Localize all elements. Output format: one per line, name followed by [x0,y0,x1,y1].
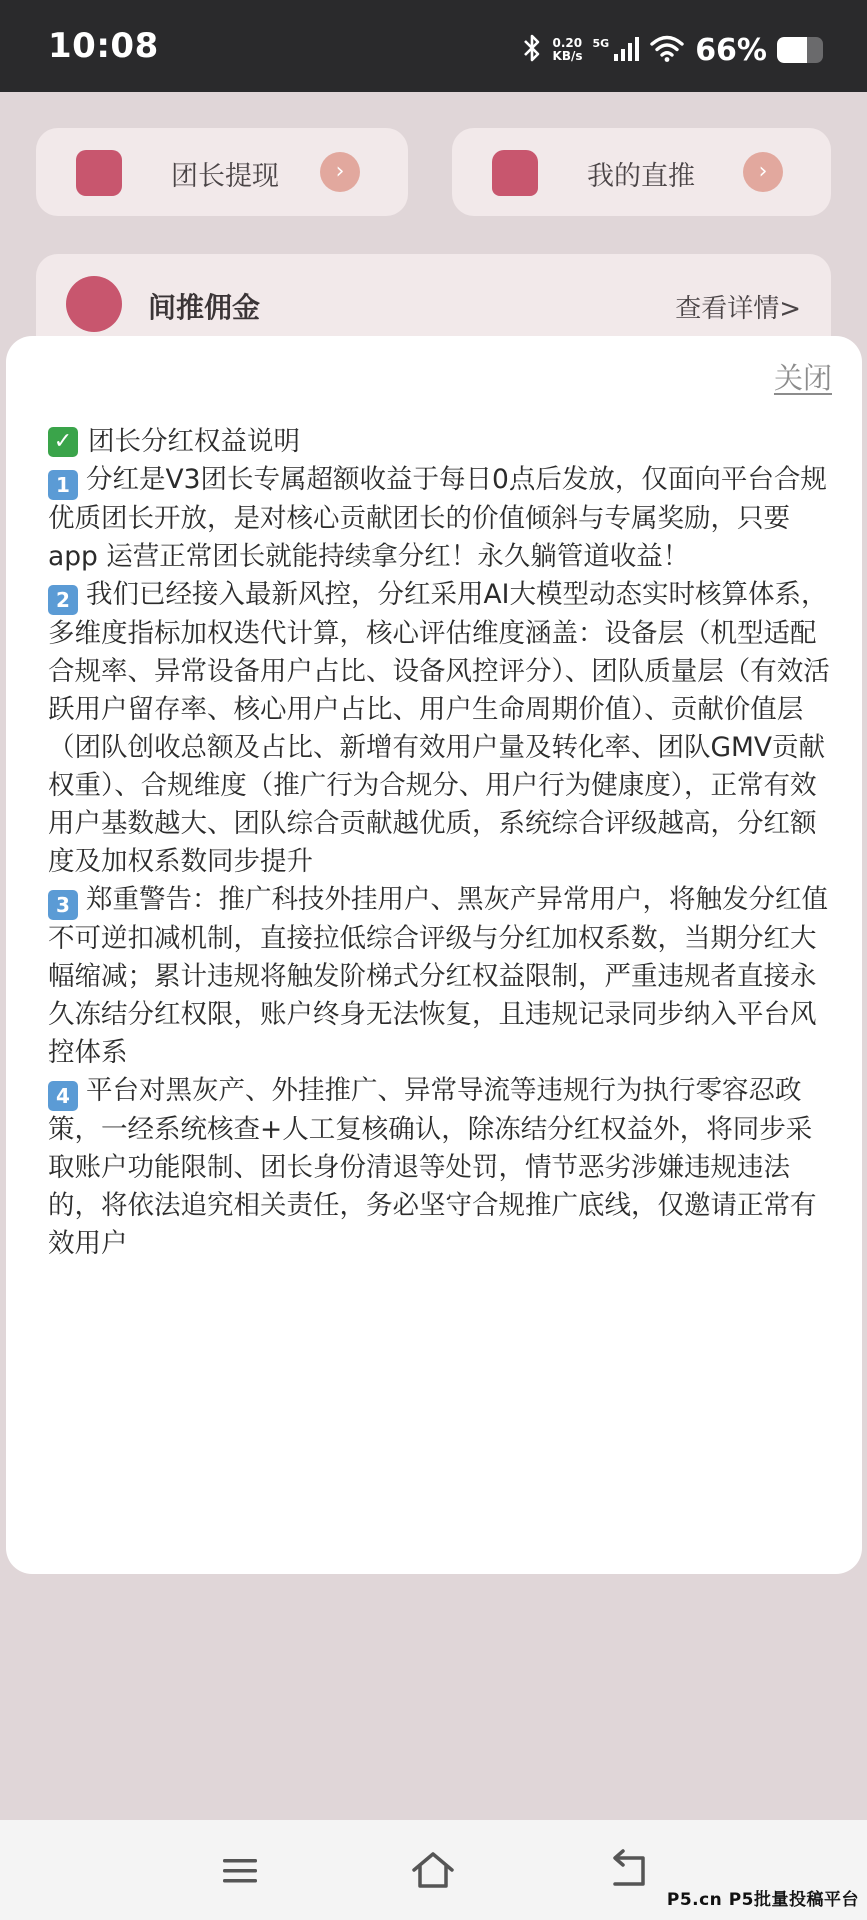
battery-icon [777,37,823,63]
rule-item-1-text: 分红是V3团长专属超额收益于每日0点后发放，仅面向平台合规优质团长开放，是对核心贡献团长的价值倾斜与专属奖励，只要 app 运营正常团长就能持续拿分红！永久躺管道收益！ [48,464,827,572]
chevron-right-icon: › [743,152,783,192]
modal-title-text: 团长分红权益说明 [88,426,300,457]
network-type: 5G [592,36,610,50]
number-2-icon: 2 [48,585,78,615]
speed-unit: KB/s [552,49,583,63]
watermark: P5.cn P5批量投稿平台 [666,1890,859,1910]
team-withdraw-card[interactable] [36,128,408,216]
rule-item-4 [48,1072,838,1263]
rule-item-2 [48,576,838,881]
number-3-icon: 3 [48,890,78,920]
back-icon[interactable] [603,1846,653,1896]
rule-item-3 [48,881,838,1072]
wallet-icon [76,150,122,196]
number-1-icon: 1 [48,470,78,500]
modal-body [48,423,838,1263]
chevron-right-icon: › [320,152,360,192]
indirect-commission-label: 间推佣金 [148,291,261,324]
battery-fill [777,37,807,63]
gift-box-icon [492,150,538,196]
rule-item-4-text: 平台对黑灰产、外挂推广、异常导流等违规行为执行零容忍政策，一经系统核查+人工复核确认，除冻结分红权益外，将同步采取账户功能限制、团长身份清退等处罚，情节恶劣涉嫌违规违法的，将依法追究相关责任，务必坚守合规推广底线，仅邀请正常有效用户 [48,1075,817,1259]
speed-value: 0.20 [552,36,583,50]
close-button[interactable]: 关闭 [773,361,832,395]
check-mark-icon: ✓ [48,427,78,457]
status-bar [0,0,867,92]
money-bag-icon [66,276,122,332]
status-icons [521,30,823,70]
rule-item-1 [48,461,838,576]
team-withdraw-label: 团长提现 [171,161,279,192]
battery-percent: 66% [695,32,767,68]
status-time: 10:08 [48,26,159,66]
home-icon[interactable] [408,1846,458,1896]
modal-title [48,423,838,461]
view-details-link[interactable]: 查看详情> [675,294,801,324]
my-direct-card[interactable] [452,128,831,216]
signal-icon [613,34,639,66]
number-4-icon: 4 [48,1081,78,1111]
network-speed [553,37,583,63]
bluetooth-icon [521,32,543,68]
dividend-rules-modal [6,336,862,1574]
wifi-icon [649,34,685,66]
navigation-bar [0,1820,867,1920]
menu-icon[interactable] [215,1846,265,1896]
rule-item-3-text: 郑重警告：推广科技外挂用户、黑灰产异常用户，将触发分红值不可逆扣减机制，直接拉低综合评级与分红加权系数，当期分红大幅缩减；累计违规将触发阶梯式分红权益限制，严重违规者直接永久冻结分红权限，账户终身无法恢复，且违规记录同步纳入平台风控体系 [48,884,828,1068]
my-direct-label: 我的直推 [587,161,695,192]
rule-item-2-text: 我们已经接入最新风控，分红采用AI大模型动态实时核算体系，多维度指标加权迭代计算，核心评估维度涵盖：设备层（机型适配合规率、异常设备用户占比、设备风控评分）、团队质量层（有效活跃用户留存率、核心用户占比、用户生命周期价值）、贡献价值层（团队创收总额及占比、新增有效用户量及转化率、团队GMV贡献权重）、合规维度（推广行为合规分、用户行为健康度），正常有效用户基数越大、团队综合贡献越优质，系统综合评级越高，分红额度及加权系数同步提升 [48,579,830,877]
